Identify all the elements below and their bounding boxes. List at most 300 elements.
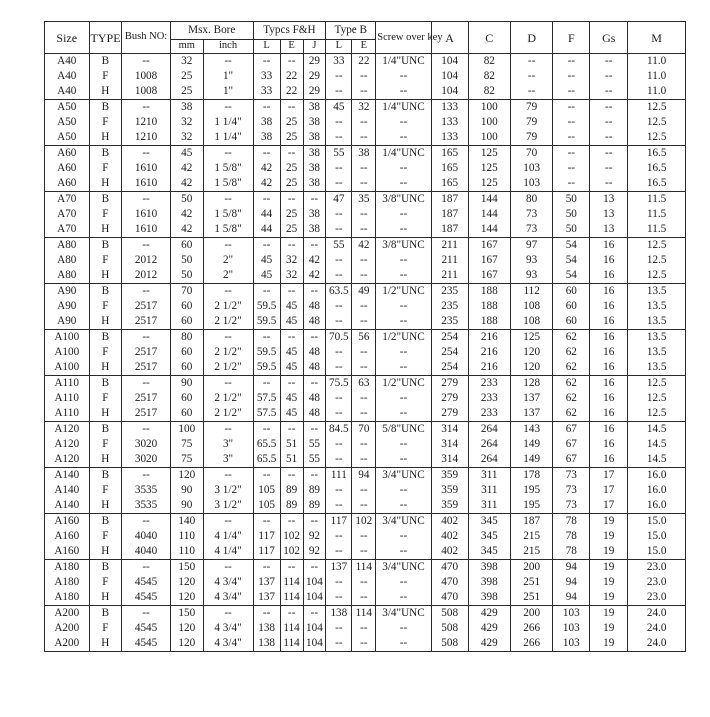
cell-size: A180 bbox=[45, 575, 90, 590]
cell-d: 125 bbox=[510, 330, 552, 346]
cell-b-l: -- bbox=[326, 130, 352, 146]
cell-mm: 120 bbox=[170, 468, 203, 484]
cell-bush: 2517 bbox=[122, 391, 171, 406]
cell-b-l: 138 bbox=[326, 606, 352, 622]
cell-d: 266 bbox=[510, 621, 552, 636]
cell-fh-l: 57.5 bbox=[253, 391, 280, 406]
cell-m: 23.0 bbox=[628, 575, 686, 590]
cell-c: 144 bbox=[468, 222, 510, 238]
table-row bbox=[45, 621, 686, 636]
cell-f: -- bbox=[553, 146, 590, 162]
cell-d: 120 bbox=[510, 360, 552, 376]
cell-m: 13.5 bbox=[628, 330, 686, 346]
cell-d: 108 bbox=[510, 299, 552, 314]
cell-b-l: -- bbox=[326, 299, 352, 314]
cell-b-l: -- bbox=[326, 483, 352, 498]
cell-b-e: -- bbox=[352, 161, 376, 176]
cell-screw: 3/8"UNC bbox=[376, 238, 431, 254]
cell-a: 359 bbox=[431, 483, 468, 498]
cell-type: B bbox=[89, 284, 122, 300]
cell-screw: -- bbox=[376, 161, 431, 176]
cell-fh-l: 65.5 bbox=[253, 437, 280, 452]
cell-fh-l: 138 bbox=[253, 621, 280, 636]
cell-screw: -- bbox=[376, 176, 431, 192]
cell-b-e: -- bbox=[352, 222, 376, 238]
cell-b-e: -- bbox=[352, 498, 376, 514]
cell-inch: -- bbox=[203, 422, 253, 438]
cell-c: 311 bbox=[468, 498, 510, 514]
cell-bush: 4040 bbox=[122, 529, 171, 544]
cell-gs: 13 bbox=[590, 192, 628, 208]
cell-fh-l: -- bbox=[253, 606, 280, 622]
cell-c: 167 bbox=[468, 238, 510, 254]
cell-m: 11.0 bbox=[628, 54, 686, 70]
cell-f: 50 bbox=[553, 207, 590, 222]
cell-bush: 2517 bbox=[122, 345, 171, 360]
cell-b-l: -- bbox=[326, 529, 352, 544]
cell-a: 133 bbox=[431, 130, 468, 146]
cell-b-l: 63.5 bbox=[326, 284, 352, 300]
cell-bush: -- bbox=[122, 146, 171, 162]
cell-gs: 17 bbox=[590, 468, 628, 484]
cell-d: 215 bbox=[510, 529, 552, 544]
cell-size: A80 bbox=[45, 238, 90, 254]
cell-c: 345 bbox=[468, 544, 510, 560]
cell-screw: -- bbox=[376, 483, 431, 498]
cell-gs: -- bbox=[590, 54, 628, 70]
cell-gs: 16 bbox=[590, 314, 628, 330]
cell-d: 70 bbox=[510, 146, 552, 162]
cell-f: 94 bbox=[553, 575, 590, 590]
cell-f: 62 bbox=[553, 360, 590, 376]
cell-bush: 1008 bbox=[122, 69, 171, 84]
cell-fh-l: 65.5 bbox=[253, 452, 280, 468]
cell-c: 398 bbox=[468, 590, 510, 606]
cell-m: 13.5 bbox=[628, 284, 686, 300]
cell-inch: -- bbox=[203, 238, 253, 254]
cell-fh-l: -- bbox=[253, 422, 280, 438]
cell-inch: -- bbox=[203, 330, 253, 346]
cell-bush: 1210 bbox=[122, 115, 171, 130]
cell-mm: 60 bbox=[170, 345, 203, 360]
cell-type: F bbox=[89, 483, 122, 498]
cell-fh-j: 29 bbox=[303, 69, 326, 84]
cell-size: A180 bbox=[45, 590, 90, 606]
cell-fh-e: 25 bbox=[280, 176, 303, 192]
cell-inch: 2 1/2" bbox=[203, 391, 253, 406]
table-row bbox=[45, 437, 686, 452]
cell-f: -- bbox=[553, 130, 590, 146]
cell-inch: 1 5/8" bbox=[203, 207, 253, 222]
cell-b-e: -- bbox=[352, 621, 376, 636]
cell-fh-e: 114 bbox=[280, 621, 303, 636]
cell-fh-j: -- bbox=[303, 330, 326, 346]
cell-a: 187 bbox=[431, 222, 468, 238]
cell-fh-e: -- bbox=[280, 192, 303, 208]
size-group bbox=[45, 100, 686, 146]
cell-b-e: 22 bbox=[352, 54, 376, 70]
cell-d: 73 bbox=[510, 222, 552, 238]
size-group bbox=[45, 146, 686, 192]
cell-fh-e: 32 bbox=[280, 268, 303, 284]
cell-c: 144 bbox=[468, 192, 510, 208]
cell-b-l: -- bbox=[326, 314, 352, 330]
cell-f: 62 bbox=[553, 406, 590, 422]
cell-f: 54 bbox=[553, 268, 590, 284]
cell-gs: 16 bbox=[590, 422, 628, 438]
cell-bush: -- bbox=[122, 284, 171, 300]
cell-b-e: 102 bbox=[352, 514, 376, 530]
cell-d: -- bbox=[510, 54, 552, 70]
cell-m: 24.0 bbox=[628, 621, 686, 636]
cell-c: 188 bbox=[468, 284, 510, 300]
cell-size: A200 bbox=[45, 621, 90, 636]
cell-fh-j: 104 bbox=[303, 575, 326, 590]
cell-fh-e: 45 bbox=[280, 406, 303, 422]
cell-fh-l: 38 bbox=[253, 130, 280, 146]
cell-fh-j: 48 bbox=[303, 360, 326, 376]
cell-size: A60 bbox=[45, 176, 90, 192]
cell-mm: 32 bbox=[170, 130, 203, 146]
cell-c: 398 bbox=[468, 575, 510, 590]
cell-a: 165 bbox=[431, 161, 468, 176]
cell-a: 279 bbox=[431, 391, 468, 406]
cell-screw: -- bbox=[376, 69, 431, 84]
cell-type: F bbox=[89, 115, 122, 130]
cell-size: A140 bbox=[45, 468, 90, 484]
cell-gs: 16 bbox=[590, 437, 628, 452]
size-group bbox=[45, 376, 686, 422]
col-fh-e-header: E bbox=[280, 40, 303, 54]
cell-size: A60 bbox=[45, 146, 90, 162]
cell-m: 16.5 bbox=[628, 176, 686, 192]
cell-f: 50 bbox=[553, 192, 590, 208]
cell-a: 279 bbox=[431, 406, 468, 422]
cell-f: 50 bbox=[553, 222, 590, 238]
cell-size: A60 bbox=[45, 161, 90, 176]
cell-gs: 16 bbox=[590, 253, 628, 268]
table-row bbox=[45, 529, 686, 544]
cell-mm: 32 bbox=[170, 115, 203, 130]
cell-fh-l: 59.5 bbox=[253, 345, 280, 360]
cell-screw: 3/4"UNC bbox=[376, 560, 431, 576]
cell-f: 94 bbox=[553, 560, 590, 576]
cell-a: 187 bbox=[431, 207, 468, 222]
cell-b-l: -- bbox=[326, 69, 352, 84]
cell-gs: -- bbox=[590, 69, 628, 84]
cell-fh-j: 55 bbox=[303, 452, 326, 468]
cell-b-e: -- bbox=[352, 115, 376, 130]
cell-d: 143 bbox=[510, 422, 552, 438]
cell-c: 345 bbox=[468, 514, 510, 530]
cell-type: B bbox=[89, 330, 122, 346]
cell-a: 254 bbox=[431, 345, 468, 360]
col-msx-bore-header: Msx. Bore bbox=[170, 22, 253, 40]
cell-gs: 19 bbox=[590, 606, 628, 622]
cell-m: 23.0 bbox=[628, 560, 686, 576]
cell-fh-l: 105 bbox=[253, 498, 280, 514]
cell-fh-l: 44 bbox=[253, 207, 280, 222]
cell-fh-l: 33 bbox=[253, 84, 280, 100]
cell-b-l: -- bbox=[326, 253, 352, 268]
cell-mm: 90 bbox=[170, 498, 203, 514]
cell-fh-j: 42 bbox=[303, 268, 326, 284]
table-row bbox=[45, 636, 686, 652]
cell-mm: 70 bbox=[170, 284, 203, 300]
cell-b-e: 114 bbox=[352, 560, 376, 576]
cell-screw: 1/4"UNC bbox=[376, 54, 431, 70]
cell-m: 15.0 bbox=[628, 514, 686, 530]
cell-m: 11.0 bbox=[628, 69, 686, 84]
cell-gs: -- bbox=[590, 130, 628, 146]
cell-inch: 3" bbox=[203, 437, 253, 452]
cell-bush: 2517 bbox=[122, 314, 171, 330]
cell-a: 165 bbox=[431, 176, 468, 192]
cell-mm: 25 bbox=[170, 69, 203, 84]
cell-fh-e: 89 bbox=[280, 483, 303, 498]
cell-a: 254 bbox=[431, 360, 468, 376]
cell-fh-l: -- bbox=[253, 238, 280, 254]
cell-f: 78 bbox=[553, 514, 590, 530]
cell-fh-e: -- bbox=[280, 606, 303, 622]
cell-inch: -- bbox=[203, 54, 253, 70]
cell-c: 216 bbox=[468, 330, 510, 346]
cell-gs: 16 bbox=[590, 345, 628, 360]
cell-m: 16.0 bbox=[628, 483, 686, 498]
cell-b-l: -- bbox=[326, 360, 352, 376]
cell-fh-j: -- bbox=[303, 192, 326, 208]
cell-bush: 1610 bbox=[122, 176, 171, 192]
cell-type: F bbox=[89, 621, 122, 636]
size-group bbox=[45, 238, 686, 284]
cell-screw: -- bbox=[376, 391, 431, 406]
cell-m: 11.5 bbox=[628, 192, 686, 208]
cell-screw: -- bbox=[376, 590, 431, 606]
cell-gs: 17 bbox=[590, 483, 628, 498]
cell-mm: 60 bbox=[170, 360, 203, 376]
cell-b-l: -- bbox=[326, 115, 352, 130]
cell-mm: 50 bbox=[170, 268, 203, 284]
cell-inch: -- bbox=[203, 376, 253, 392]
table-row bbox=[45, 575, 686, 590]
cell-type: H bbox=[89, 84, 122, 100]
cell-d: 200 bbox=[510, 606, 552, 622]
cell-inch: 4 3/4" bbox=[203, 621, 253, 636]
cell-b-e: -- bbox=[352, 544, 376, 560]
cell-inch: 4 1/4" bbox=[203, 529, 253, 544]
table-row bbox=[45, 176, 686, 192]
size-group bbox=[45, 192, 686, 238]
cell-fh-e: -- bbox=[280, 284, 303, 300]
cell-bush: -- bbox=[122, 100, 171, 116]
cell-b-e: -- bbox=[352, 636, 376, 652]
cell-c: 82 bbox=[468, 54, 510, 70]
table-row bbox=[45, 192, 686, 208]
cell-m: 13.5 bbox=[628, 314, 686, 330]
table-row bbox=[45, 360, 686, 376]
cell-fh-e: 45 bbox=[280, 314, 303, 330]
cell-type: H bbox=[89, 406, 122, 422]
cell-bush: -- bbox=[122, 54, 171, 70]
cell-fh-e: 114 bbox=[280, 590, 303, 606]
cell-inch: 1 1/4" bbox=[203, 115, 253, 130]
cell-m: 12.5 bbox=[628, 391, 686, 406]
cell-a: 402 bbox=[431, 529, 468, 544]
cell-a: 314 bbox=[431, 437, 468, 452]
cell-fh-j: -- bbox=[303, 606, 326, 622]
cell-m: 12.5 bbox=[628, 238, 686, 254]
cell-type: F bbox=[89, 345, 122, 360]
cell-fh-l: 57.5 bbox=[253, 406, 280, 422]
table-row bbox=[45, 376, 686, 392]
cell-b-l: -- bbox=[326, 268, 352, 284]
cell-gs: 19 bbox=[590, 529, 628, 544]
cell-size: A140 bbox=[45, 483, 90, 498]
cell-size: A110 bbox=[45, 406, 90, 422]
cell-type: B bbox=[89, 468, 122, 484]
cell-fh-l: -- bbox=[253, 468, 280, 484]
cell-gs: 13 bbox=[590, 222, 628, 238]
cell-f: 62 bbox=[553, 330, 590, 346]
cell-b-e: 63 bbox=[352, 376, 376, 392]
cell-f: 103 bbox=[553, 606, 590, 622]
cell-inch: 2 1/2" bbox=[203, 406, 253, 422]
cell-size: A90 bbox=[45, 299, 90, 314]
cell-size: A50 bbox=[45, 100, 90, 116]
cell-mm: 60 bbox=[170, 238, 203, 254]
table-row bbox=[45, 54, 686, 70]
cell-mm: 50 bbox=[170, 253, 203, 268]
cell-gs: 16 bbox=[590, 452, 628, 468]
cell-inch: 3 1/2" bbox=[203, 483, 253, 498]
cell-mm: 32 bbox=[170, 54, 203, 70]
cell-b-l: -- bbox=[326, 621, 352, 636]
cell-fh-l: -- bbox=[253, 376, 280, 392]
cell-gs: 16 bbox=[590, 360, 628, 376]
cell-gs: -- bbox=[590, 161, 628, 176]
cell-c: 216 bbox=[468, 345, 510, 360]
cell-c: 429 bbox=[468, 606, 510, 622]
cell-screw: -- bbox=[376, 207, 431, 222]
cell-a: 187 bbox=[431, 192, 468, 208]
cell-inch: 1 5/8" bbox=[203, 161, 253, 176]
cell-fh-j: -- bbox=[303, 468, 326, 484]
cell-mm: 25 bbox=[170, 84, 203, 100]
cell-screw: -- bbox=[376, 115, 431, 130]
cell-m: 12.5 bbox=[628, 130, 686, 146]
cell-fh-l: 38 bbox=[253, 115, 280, 130]
col-d-header: D bbox=[510, 22, 552, 54]
cell-b-l: 55 bbox=[326, 146, 352, 162]
col-fh-j-header: J bbox=[303, 40, 326, 54]
cell-d: 103 bbox=[510, 161, 552, 176]
cell-b-e: 32 bbox=[352, 100, 376, 116]
cell-inch: -- bbox=[203, 606, 253, 622]
cell-type: F bbox=[89, 437, 122, 452]
table-row bbox=[45, 146, 686, 162]
cell-screw: -- bbox=[376, 84, 431, 100]
cell-inch: 1" bbox=[203, 69, 253, 84]
cell-m: 15.0 bbox=[628, 544, 686, 560]
cell-fh-e: 22 bbox=[280, 84, 303, 100]
cell-fh-l: 42 bbox=[253, 176, 280, 192]
cell-type: H bbox=[89, 130, 122, 146]
table-row bbox=[45, 606, 686, 622]
cell-size: A160 bbox=[45, 529, 90, 544]
cell-bush: 1008 bbox=[122, 84, 171, 100]
cell-fh-e: 25 bbox=[280, 161, 303, 176]
cell-fh-l: -- bbox=[253, 100, 280, 116]
cell-b-e: -- bbox=[352, 253, 376, 268]
cell-c: 264 bbox=[468, 437, 510, 452]
cell-mm: 42 bbox=[170, 161, 203, 176]
cell-a: 211 bbox=[431, 268, 468, 284]
cell-type: H bbox=[89, 590, 122, 606]
cell-fh-j: 38 bbox=[303, 161, 326, 176]
cell-m: 23.0 bbox=[628, 590, 686, 606]
cell-size: A90 bbox=[45, 284, 90, 300]
table-row bbox=[45, 406, 686, 422]
cell-b-e: 49 bbox=[352, 284, 376, 300]
cell-mm: 100 bbox=[170, 422, 203, 438]
cell-fh-e: 45 bbox=[280, 360, 303, 376]
cell-fh-j: 38 bbox=[303, 207, 326, 222]
cell-screw: -- bbox=[376, 268, 431, 284]
cell-fh-j: 104 bbox=[303, 590, 326, 606]
cell-inch: 2" bbox=[203, 268, 253, 284]
cell-type: B bbox=[89, 146, 122, 162]
cell-fh-j: 48 bbox=[303, 345, 326, 360]
cell-b-l: 117 bbox=[326, 514, 352, 530]
cell-bush: 2517 bbox=[122, 360, 171, 376]
cell-bush: 4545 bbox=[122, 636, 171, 652]
cell-type: H bbox=[89, 222, 122, 238]
cell-fh-l: -- bbox=[253, 330, 280, 346]
cell-mm: 38 bbox=[170, 100, 203, 116]
cell-fh-l: -- bbox=[253, 284, 280, 300]
cell-inch: 4 1/4" bbox=[203, 544, 253, 560]
col-size-header: Size bbox=[45, 22, 90, 54]
size-group bbox=[45, 284, 686, 330]
table-row bbox=[45, 207, 686, 222]
cell-gs: 19 bbox=[590, 636, 628, 652]
cell-b-l: -- bbox=[326, 544, 352, 560]
cell-screw: 3/8"UNC bbox=[376, 192, 431, 208]
cell-bush: 2012 bbox=[122, 253, 171, 268]
cell-d: 178 bbox=[510, 468, 552, 484]
cell-fh-e: -- bbox=[280, 468, 303, 484]
cell-gs: 16 bbox=[590, 268, 628, 284]
cell-f: -- bbox=[553, 100, 590, 116]
cell-fh-l: 45 bbox=[253, 268, 280, 284]
cell-type: B bbox=[89, 422, 122, 438]
cell-a: 133 bbox=[431, 115, 468, 130]
cell-b-e: -- bbox=[352, 345, 376, 360]
cell-bush: -- bbox=[122, 376, 171, 392]
cell-fh-j: -- bbox=[303, 376, 326, 392]
cell-size: A110 bbox=[45, 376, 90, 392]
col-fh-l-header: L bbox=[253, 40, 280, 54]
cell-gs: 19 bbox=[590, 575, 628, 590]
cell-fh-e: 45 bbox=[280, 299, 303, 314]
cell-d: 137 bbox=[510, 391, 552, 406]
cell-mm: 110 bbox=[170, 544, 203, 560]
cell-d: 112 bbox=[510, 284, 552, 300]
cell-b-e: -- bbox=[352, 437, 376, 452]
cell-fh-j: 38 bbox=[303, 100, 326, 116]
cell-type: H bbox=[89, 544, 122, 560]
size-group bbox=[45, 468, 686, 514]
